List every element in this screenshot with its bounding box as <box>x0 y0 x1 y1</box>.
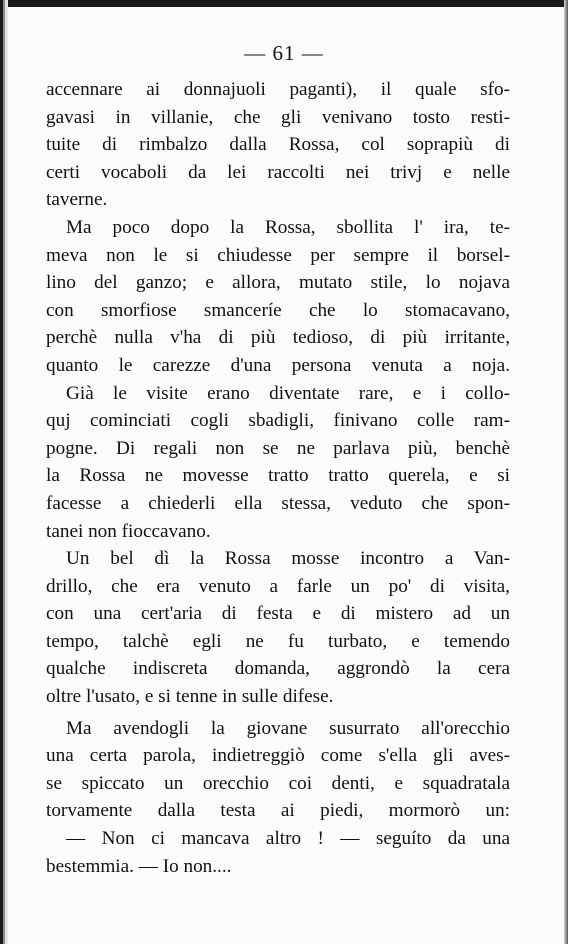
text-line: perchè nulla v'ha di più tedioso, di più irritante, <box>46 327 510 349</box>
paragraph <box>46 380 510 546</box>
text-line: taverne. <box>46 189 108 211</box>
paragraph <box>46 715 510 881</box>
text-line: Ma poco dopo la Rossa, sbollita l' ira, te- <box>66 216 510 238</box>
text-line: quj cominciati cogli sbadigli, finivano colle ram- <box>46 410 510 432</box>
text-line: con smorfiose smanceríe che lo stomacavano, <box>46 299 510 321</box>
text-line: quanto le carezze d'una persona venuta a noja. <box>46 354 510 376</box>
text-line: meva non le si chiudesse per sempre il borsel- <box>46 244 510 266</box>
text-line: lino del ganzo; e allora, mutato stile, lo nojava <box>46 272 510 294</box>
text-line: una certa parola, indietreggiò come s'ella gli aves- <box>46 745 510 767</box>
text-line: tuite di rimbalzo dalla Rossa, col soprapiù di <box>46 134 510 156</box>
text-line: certi vocaboli da lei raccolti nei trivj e nelle <box>46 161 510 183</box>
text-line: pogne. Di regali non se ne parlava più, benchè <box>46 437 510 459</box>
text-line: torvamente dalla testa ai piedi, mormorò un: <box>46 800 510 822</box>
page-right-edge <box>564 0 568 944</box>
paragraph <box>46 214 510 380</box>
text-line: Un bel dì la Rossa mosse incontro a Van- <box>66 548 510 570</box>
text-line: oltre l'usato, e si tenne in sulle difese. <box>46 686 334 708</box>
text-line: gavasi in villanie, che gli venivano tosto resti- <box>46 106 510 128</box>
paragraph <box>46 76 510 214</box>
text-line: — Non ci mancava altro ! — seguíto da una <box>66 828 510 850</box>
text-line: facesse a chiederli ella stessa, veduto che spon- <box>46 492 510 514</box>
text-line: tanei non fioccavano. <box>46 520 211 542</box>
page-binding-edge <box>0 0 8 944</box>
text-line: Già le visite erano diventate rare, e i collo- <box>66 382 510 404</box>
text-line: la Rossa ne movesse tratto tratto querela, e si <box>46 465 510 487</box>
text-line: accennare ai donnajuoli paganti), il quale sfo- <box>46 79 510 100</box>
page-number: — 61 — <box>244 41 324 65</box>
body-text <box>46 76 510 880</box>
text-line: qualche indiscreta domanda, aggrondò la cera <box>46 658 510 680</box>
text-line: bestemmia. — Io non.... <box>46 855 232 877</box>
text-line: Ma avendogli la giovane susurrato all'orecchio <box>66 717 510 739</box>
text-line: con una cert'aria di festa e di mistero ad un <box>46 603 510 625</box>
text-line: se spiccato un orecchio coi denti, e squadratala <box>46 772 510 794</box>
text-line: drillo, che era venuto a farle un po' di visita, <box>46 575 510 597</box>
paragraph <box>46 545 510 711</box>
text-line: tempo, talchè egli ne fu turbato, e temendo <box>46 630 510 652</box>
page-top-edge <box>0 0 568 7</box>
